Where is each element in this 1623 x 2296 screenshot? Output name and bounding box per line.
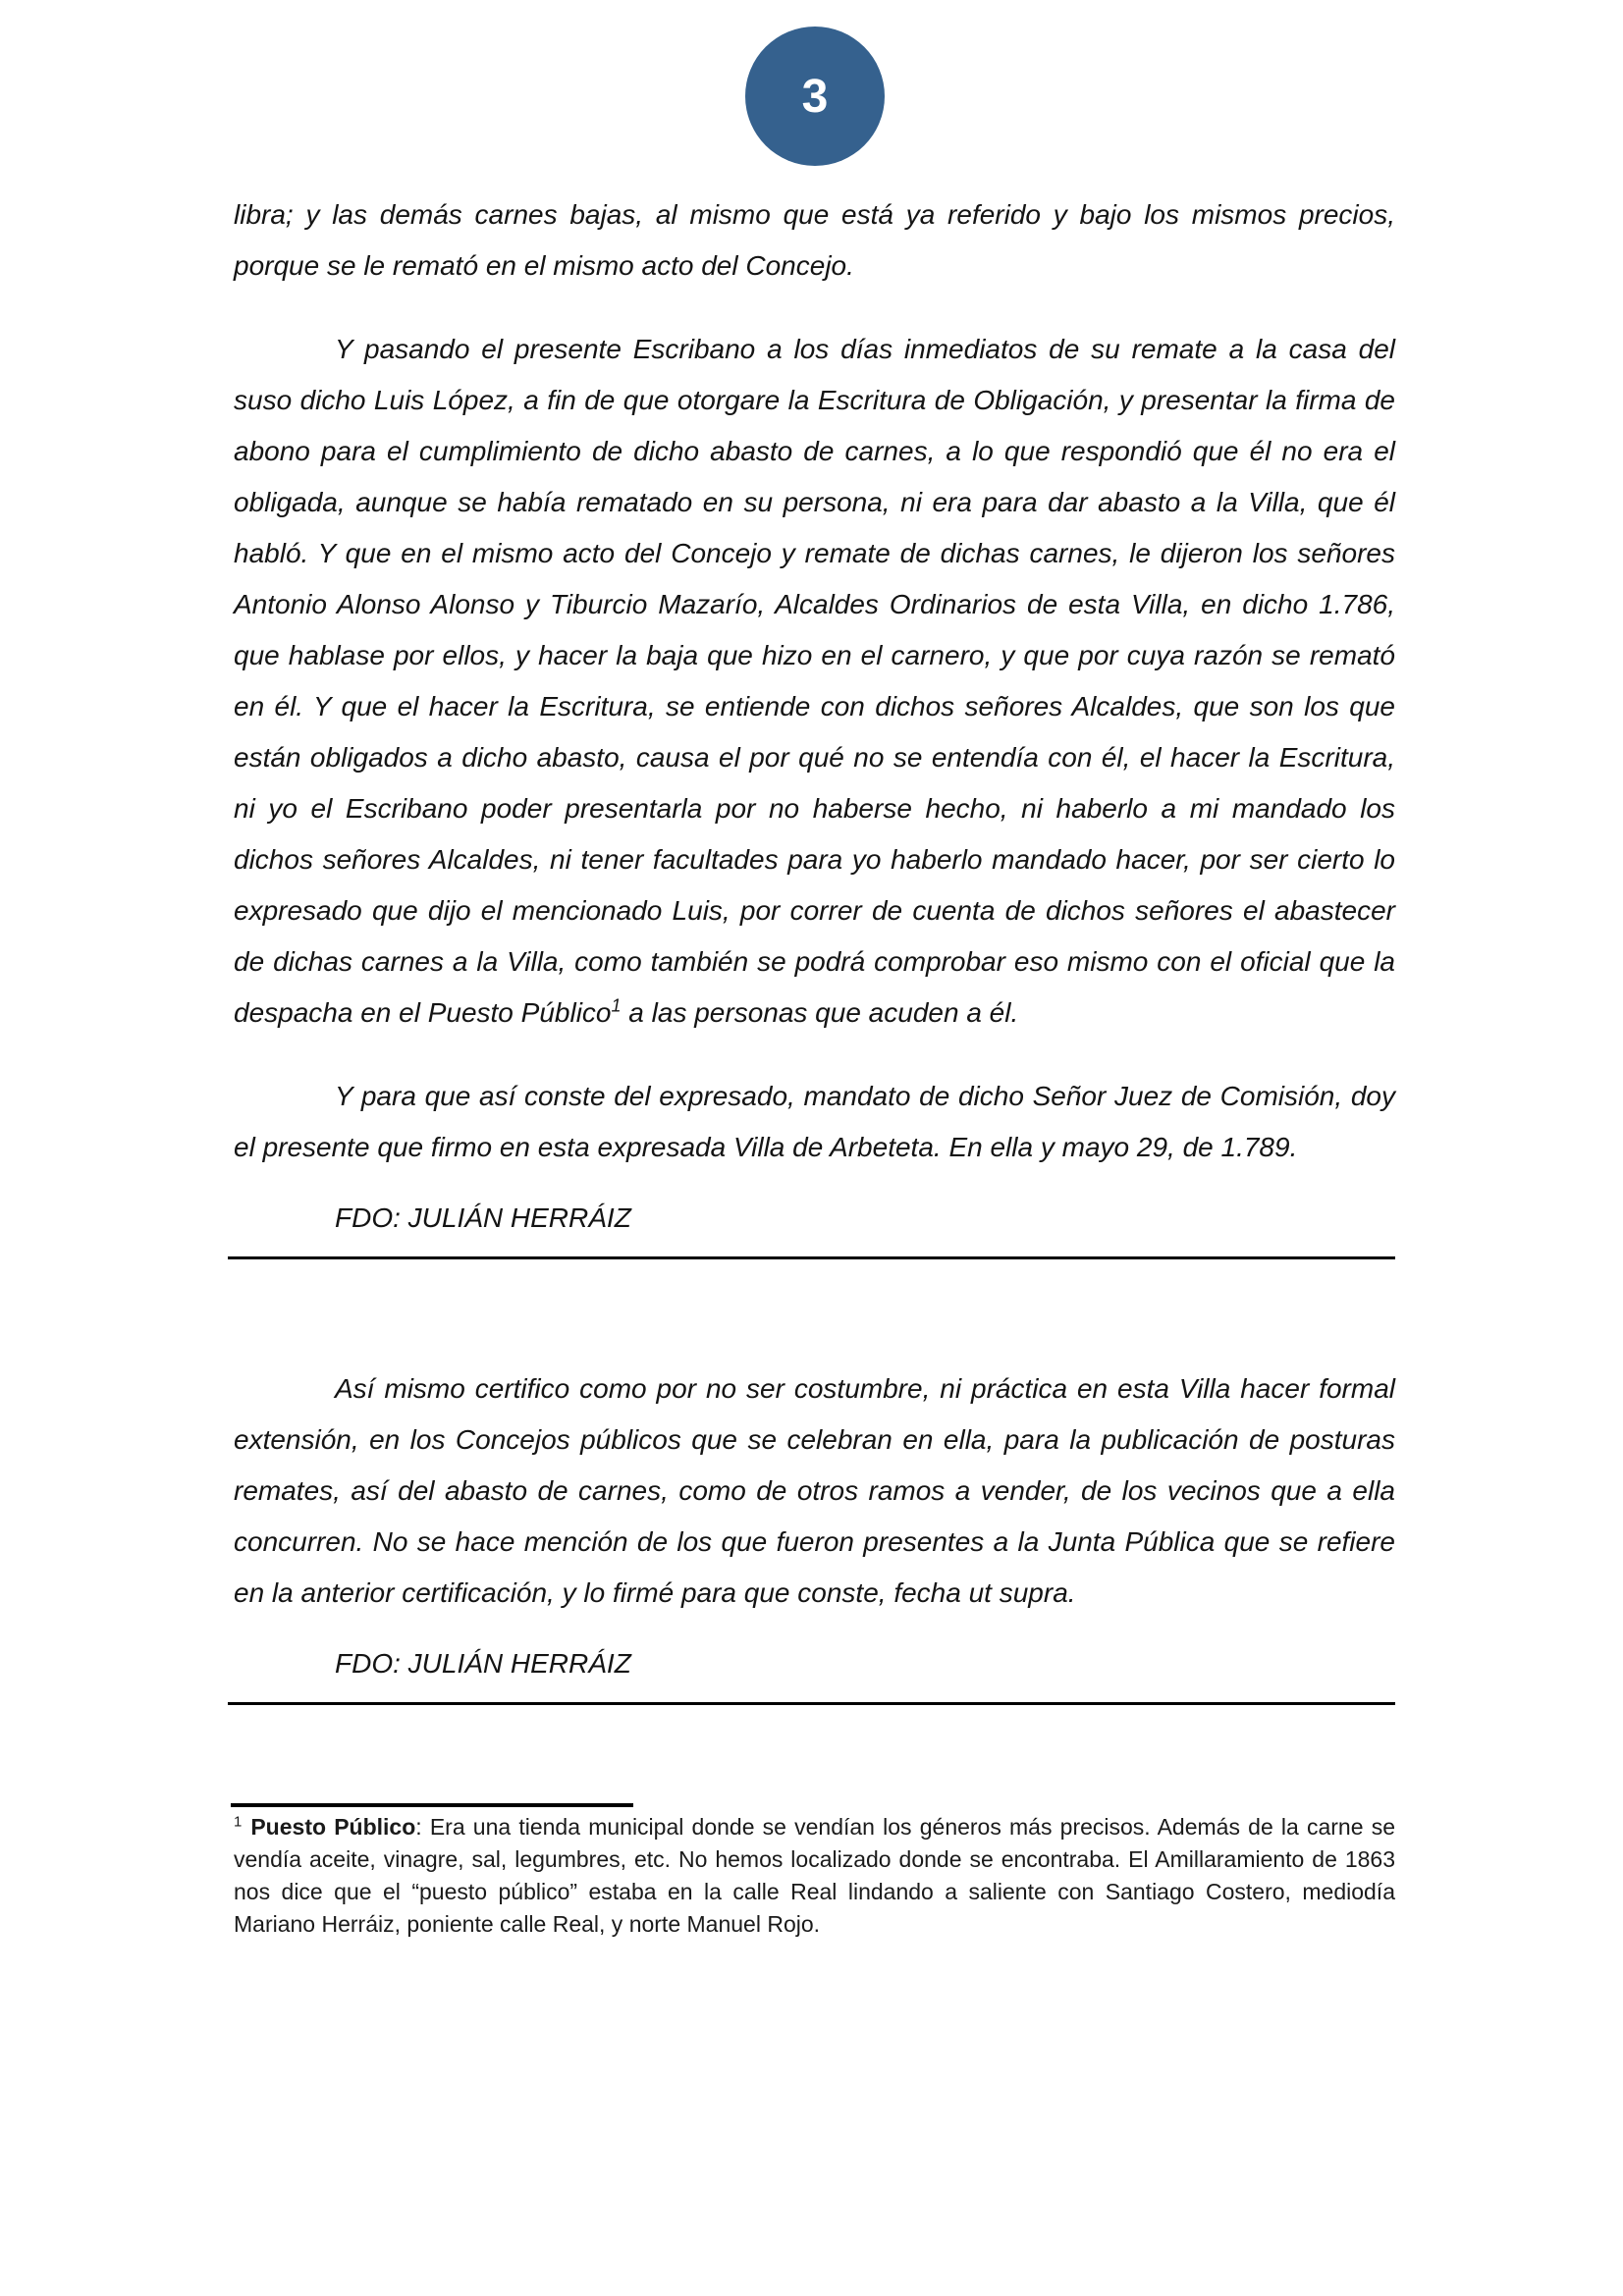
section-divider	[228, 1702, 1395, 1705]
signature-line: FDO: JULIÁN HERRÁIZ	[335, 1648, 631, 1679]
document-body	[234, 0, 1395, 1941]
footnote-term: Puesto Público	[250, 1814, 416, 1840]
footnote-reference: 1	[611, 995, 622, 1016]
footnote-marker: 1	[234, 1813, 243, 1831]
paragraph-text: a las personas que acuden a él.	[621, 997, 1019, 1028]
paragraph: libra; y las demás carnes bajas, al mismo que está ya referido y bajo los mismos precios, porque se le remató en el mismo acto del Concejo.	[234, 199, 1395, 281]
signature-line: FDO: JULIÁN HERRÁIZ	[335, 1202, 631, 1233]
section-divider	[228, 1256, 1395, 1259]
paragraph: Y para que así conste del expresado, mandato de dicho Señor Juez de Comisión, doy el presente que firmo en esta expresada Villa de Arbeteta. En ella y mayo 29, de 1.789.	[234, 1081, 1395, 1162]
footnote	[234, 1811, 1395, 1941]
footnote-divider	[231, 1803, 633, 1807]
paragraph: Así mismo certifico como por no ser costumbre, ni práctica en esta Villa hacer formal extensión, en los Concejos públicos que se celebran en ella, para la publicación de posturas remates, así del abasto de carnes, como de otros ramos a vender, de los vecinos que a ella concurren. No se hace mención de los que fueron presentes a la Junta Pública que se refiere en la anterior certificación, y lo firmé para que conste, fecha ut supra.	[234, 1373, 1395, 1608]
paragraph	[234, 324, 1395, 1039]
footnote-text: : Era una tienda municipal donde se vendían los géneros más precisos. Además de la carne se vendía aceite, vinagre, sal, legumbres, etc. No hemos localizado donde se encontraba. El Amillaramiento de 1863 nos dice que el “puesto público” estaba en la calle Real lindando a saliente con Santiago Costero, mediodía Mariano Herráiz, poniente calle Real, y norte Manuel Rojo.	[234, 1814, 1395, 1937]
page-number: 3	[801, 70, 829, 123]
paragraph-text: Y pasando el presente Escribano a los días inmediatos de su remate a la casa del suso dicho Luis López, a fin de que otorgare la Escritura de Obligación, y presentar la firma de abono para el cumplimiento de dicho abasto de carnes, a lo que respondió que él no era el obligada, aunque se había rematado en su persona, ni era para dar abasto a la Villa, que él habló. Y que en el mismo acto del Concejo y remate de dichas carnes, le dijeron los señores Antonio Alonso Alonso y Tiburcio Mazarío, Alcaldes Ordinarios de esta Villa, en dicho 1.786, que hablase por ellos, y hacer la baja que hizo en el carnero, y que por cuya razón se remató en él. Y que el hacer la Escritura, se entiende con dichos señores Alcaldes, que son los que están obligados a dicho abasto, causa el por qué no se entendía con él, el hacer la Escritura, ni yo el Escribano poder presentarla por no haberse hecho, ni haberlo a mi mandado los dichos señores Alcaldes, ni tener facultades para yo haberlo mandado hacer, por ser cierto lo expresado que dijo el mencionado Luis, por correr de cuenta de dichos señores el abastecer de dichas carnes a la Villa, como también se podrá comprobar eso mismo con el oficial que la despacha en el Puesto Público	[234, 334, 1395, 1028]
